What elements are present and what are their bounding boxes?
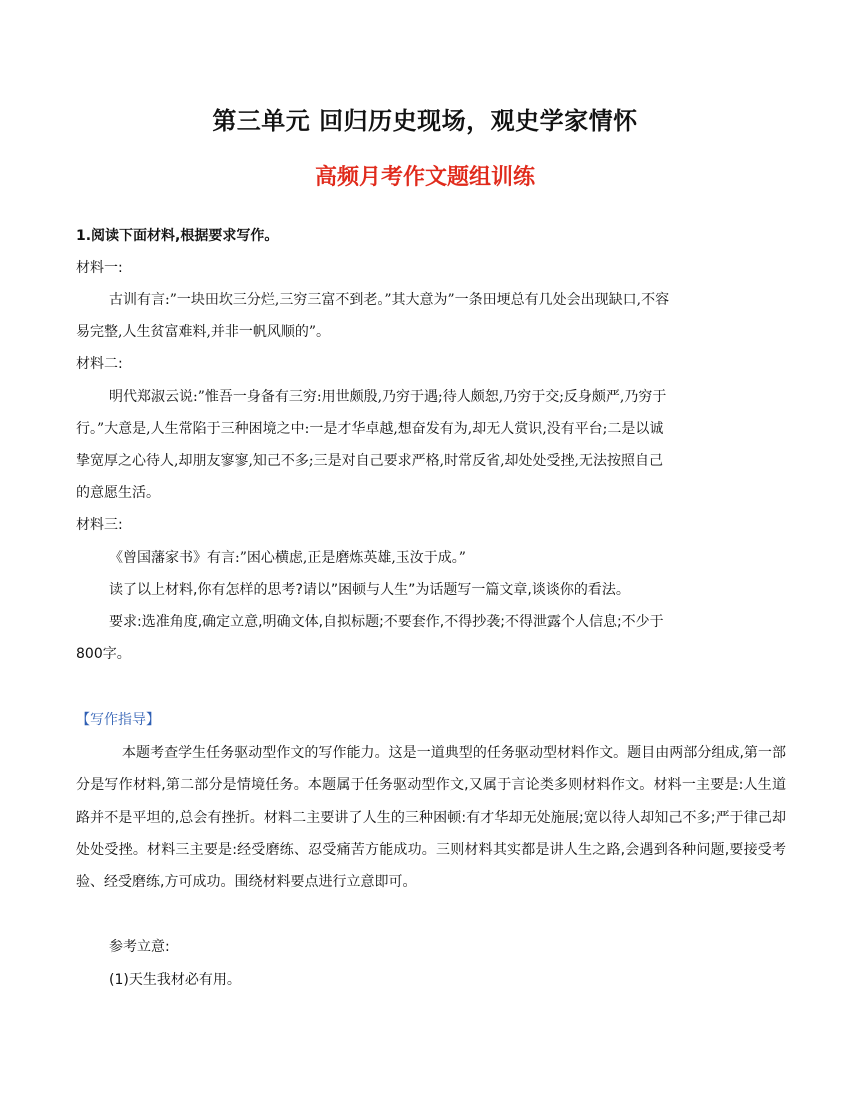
requirement-line-1: 要求:选准角度,确定立意,明确文体,自拟标题;不要套作,不得抄袭;不得泄露个人信息;不少于 [109, 614, 664, 630]
material1-line-1: 古训有言:”一块田坎三分烂,三穷三富不到老。”其大意为”一条田埂总有几处会出现缺口,不容 [109, 292, 670, 308]
material3-label: 材料三: [76, 517, 123, 533]
material2-line-1: 明代郑淑云说:”惟吾一身备有三穷:用世颇殷,乃穷于遇;待人颇恕,乃穷于交;反身颇严,乃穷于 [109, 389, 667, 405]
question-prompt: 1.阅读下面材料,根据要求写作。 [76, 228, 279, 244]
guidance-paragraph: 本题考查学生任务驱动型作文的写作能力。这是一道典型的任务驱动型材料作文。题目由两部分组成,第一部分是写作材料,第二部分是情境任务。本题属于任务驱动型作文,又属于言论类多则材料作文。材料一主要是:人生道路并不是平坦的,总会有挫折。材料二主要讲了人生的三种困顿:有才华却无处施展;宽以待人却知己不多;严于律己却处处受挫。材料三主要是:经受磨练、忍受痛苦方能成功。三则材料其实都是讲人生之路,会遇到各种问题,要接受考验、经受磨练,方可成功。围绕材料要点进行立意即可。 [76, 745, 786, 891]
material3-line: 《曾国藩家书》有言:”困心横虑,正是磨炼英雄,玉汝于成。” [109, 550, 466, 566]
reference-label: 参考立意: [109, 939, 170, 955]
section-subtitle: 高频月考作文题组训练 [314, 165, 535, 190]
material1-line-2: 易完整,人生贫富难料,并非一帆风顺的”。 [76, 324, 331, 340]
guidance-label: 【写作指导】 [76, 712, 160, 728]
material1-label: 材料一: [76, 260, 123, 276]
material2-line-2: 行。”大意是,人生常陷于三种困境之中:一是才华卓越,想奋发有为,却无人赏识,没有平台;二是以诚 [76, 421, 664, 437]
unit-title: 第三单元 回归历史现场，观史学家情怀 [212, 107, 638, 135]
task-line: 读了以上材料,你有怎样的思考?请以”困顿与人生”为话题写一篇文章,谈谈你的看法。 [109, 582, 630, 598]
requirement-line-2: 800字。 [76, 646, 131, 662]
material2-line-3: 挚宽厚之心待人,却朋友寥寥,知己不多;三是对自己要求严格,时常反省,却处处受挫,无法按照自己 [76, 453, 663, 469]
material2-line-4: 的意愿生活。 [76, 485, 160, 501]
material2-label: 材料二: [76, 356, 123, 372]
reference-item-1: (1)天生我材必有用。 [109, 972, 241, 988]
